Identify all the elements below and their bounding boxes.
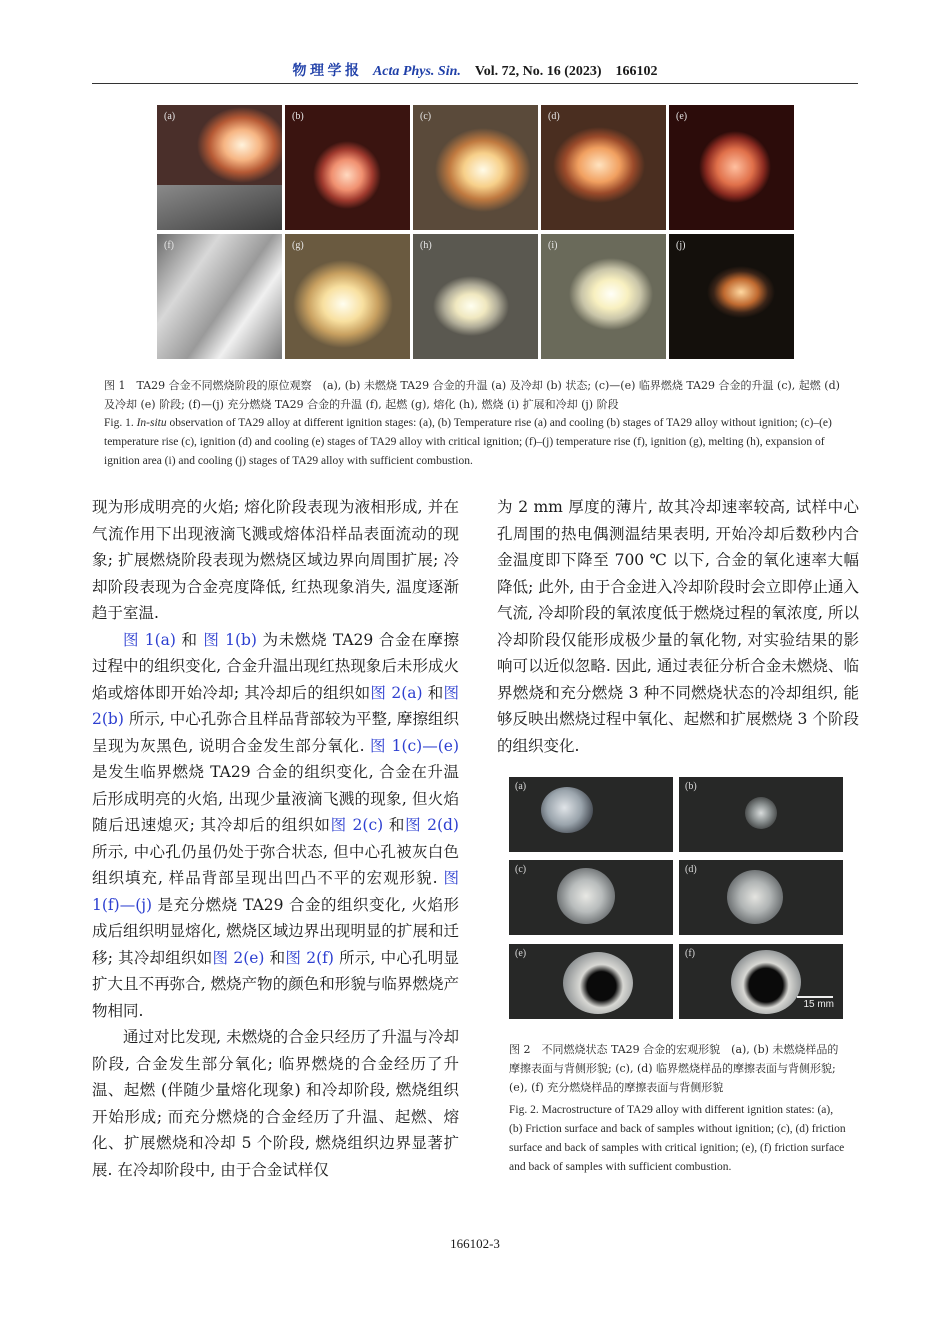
scale-bar [797,996,833,998]
volume-info: Vol. 72, No. 16 (2023) [474,64,602,79]
figure-2-panel-d [679,860,843,935]
figure-link[interactable]: 图 1(c)—(e) [370,736,459,755]
paragraph: 通过对比发现, 未燃烧的合金只经历了升温与冷却阶段, 合金发生部分氧化; 临界燃烧的合金经历了升温、起燃 (伴随少量熔化现象) 和冷却阶段, 燃烧组织开始形成; 而充分燃烧的合金经历了升温、起燃、熔化、扩展燃烧和冷却 5 个阶段, 燃烧组织边界显著扩展. 在冷却阶段中, 由于合金试样仅 [92,1028,459,1179]
figure-1-panel-d [541,105,666,230]
figure-1-photo-grid [157,105,793,359]
panel-label: (i) [548,240,558,251]
figure-link[interactable]: 图 2(a) [370,683,423,702]
figure-1-panel-b [285,105,410,230]
article-number: 166102 [615,64,658,79]
figure-1-panel-e [669,105,794,230]
panel-label: (a) [164,111,176,122]
journal-name-en: Acta Phys. Sin. [372,64,461,79]
journal-name-cn: 物 理 学 报 [292,64,359,79]
figure-1-panel-f [157,234,282,359]
figure-link[interactable]: 图 2(f) [285,948,334,967]
panel-label: (g) [292,240,304,251]
figure-link[interactable]: 图 1(f)—(j) [92,869,459,914]
figure-1-panel-a [157,105,282,230]
figure-2-caption-cn: 图 2 不同燃烧状态 TA29 合金的宏观形貌 (a), (b) 未燃烧样品的摩擦表面与背侧形貌; (c), (d) 临界燃烧样品的摩擦表面与背侧形貌; (e), (f) 充分燃烧样品的摩擦表面与背侧形貌 [509,1043,839,1094]
figure-1-panel-c [413,105,538,230]
figure-1-caption-en: Fig. 1. In-situ observation of TA29 alloy at different ignition stages: (a), (b) Temperature rise (a) and cooling (b) stages of TA29 alloy without ignition; (c)–(e) temperature rise (c), ignition (d) and cooling (e) stages of TA29 alloy with critical ignition; (f)–(j) temperature rise (f), ignition (g), melting (h), expansion of ignition area (i) and cooling (j) stages of TA29 alloy with sufficient combustion. [104,417,832,467]
figure-link[interactable]: 图 2(c) [330,816,384,834]
panel-label: (c) [515,864,527,875]
panel-label: (d) [685,864,697,875]
figure-2-caption [509,1040,847,1177]
header-rule [92,83,858,84]
left-column [92,494,459,1183]
figure-2-panel-a [509,777,673,852]
panel-label: (a) [515,781,527,792]
figure-2-photo-grid [509,777,843,1022]
scale-bar-label: 15 mm [803,999,834,1010]
figure-2-caption-en: Fig. 2. Macrostructure of TA29 alloy with different ignition states: (a), (b) Friction surface and back of samples without ignition; (c), (d) friction surface and back of samples with critical ignition; (e), (f) friction surface and back of samples with sufficient combustion. [509,1104,846,1173]
figure-1-panel-g [285,234,410,359]
figure-link[interactable]: 图 1(a) [123,630,176,649]
figure-2-panel-b [679,777,843,852]
figure-2-panel-e [509,944,673,1019]
panel-label: (f) [164,240,174,251]
paragraph: 图 1(a) 和 图 1(b) 为未燃烧 TA29 合金在摩擦过程中的组织变化, 合金升温出现红热现象后未形成火焰或熔体即开始冷却; 其冷却后的组织如图 2(a) 和图 2(b) 所示, 中心孔弥合且样品背部较为平整, 摩擦组织呈现为灰黑色, 说明合金发生部分氧化. 图 1(c)—(e) 是发生临界燃烧 TA29 合金的组织变化, 合金在升温后形成明亮的火焰, 出现少量液滴飞溅的现象, 但火焰随后迅速熄灭; 其冷却后的组织如图 2(c) 和图 2(d) 所示, 中心孔仍虽仍处于弥合状态, 但中心孔被灰白色组织填充, 样品背部呈现出凹凸不平的宏观形貌. 图 1(f)—(j) 是充分燃烧 TA29 合金的组织变化, 火焰形成后组织明显熔化, 燃烧区域边界出现明显的扩展和迁移; 其冷却组织如图 2(e) 和图 2(f) 所示, 中心孔明显扩大且不再弥合, 燃烧产物的颜色和形貌与临界燃烧产物相同. [92,630,459,1020]
panel-label: (h) [420,240,432,251]
figure-1-panel-i [541,234,666,359]
panel-label: (c) [420,111,432,122]
figure-1-caption-cn: 图 1 TA29 合金不同燃烧阶段的原位观察 (a), (b) 未燃烧 TA29 合金的升温 (a) 及冷却 (b) 状态; (c)—(e) 临界燃烧 TA29 合金的升温 (c), 起燃 (d) 及冷却 (e) 阶段; (f)—(j) 充分燃烧 TA29 合金的升温 (f), 起燃 (g), 熔化 (h), 燃烧 (i) 扩展和冷却 (j) 阶段 [104,379,840,411]
figure-2-panel-c [509,860,673,935]
panel-label: (d) [548,111,560,122]
figure-link[interactable]: 图 1(b) [203,630,257,649]
figure-1-panel-h [413,234,538,359]
paragraph: 现为形成明亮的火焰; 熔化阶段表现为液相形成, 并在气流作用下出现液滴飞溅或熔体沿样品表面流动的现象; 扩展燃烧阶段表现为燃烧区域边界向周围扩展; 冷却阶段表现为合金亮度降低, 红热现象消失, 温度逐渐趋于室温. [92,498,459,622]
panel-label: (f) [685,948,695,959]
panel-label: (b) [292,111,304,122]
figure-1-panel-j [669,234,794,359]
page-number: 166102-3 [450,1236,500,1251]
figure-link[interactable]: 图 2(d) [405,816,459,834]
panel-label: (e) [676,111,688,122]
figure-link[interactable]: 图 2(e) [212,948,265,967]
panel-label: (j) [676,240,686,251]
panel-label: (e) [515,948,527,959]
figure-link[interactable]: 图 2(b) [92,683,459,728]
right-column [497,494,859,759]
figure-1-caption [104,376,848,471]
paragraph: 为 2 mm 厚度的薄片, 故其冷却速率较高, 试样中心孔周围的热电偶测温结果表明, 开始冷却后数秒内合金温度即下降至 700 ℃ 以下, 合金的氧化速率大幅降低; 此外, 由于合金进入冷却阶段时会立即停止通入气流, 冷却阶段的氧浓度低于燃烧过程的氧浓度, 所以冷却阶段仅能形成极少量的氧化物, 对实验结果的影响可以近似忽略. 因此, 通过表征分析合金未燃烧、临界燃烧和充分燃烧 3 种不同燃烧状态的冷却组织, 能够反映出燃烧过程中氧化、起燃和扩展燃烧 3 个阶段的组织变化. [497,498,859,755]
panel-label: (b) [685,781,697,792]
figure-2-panel-f [679,944,843,1019]
running-header [92,60,858,84]
